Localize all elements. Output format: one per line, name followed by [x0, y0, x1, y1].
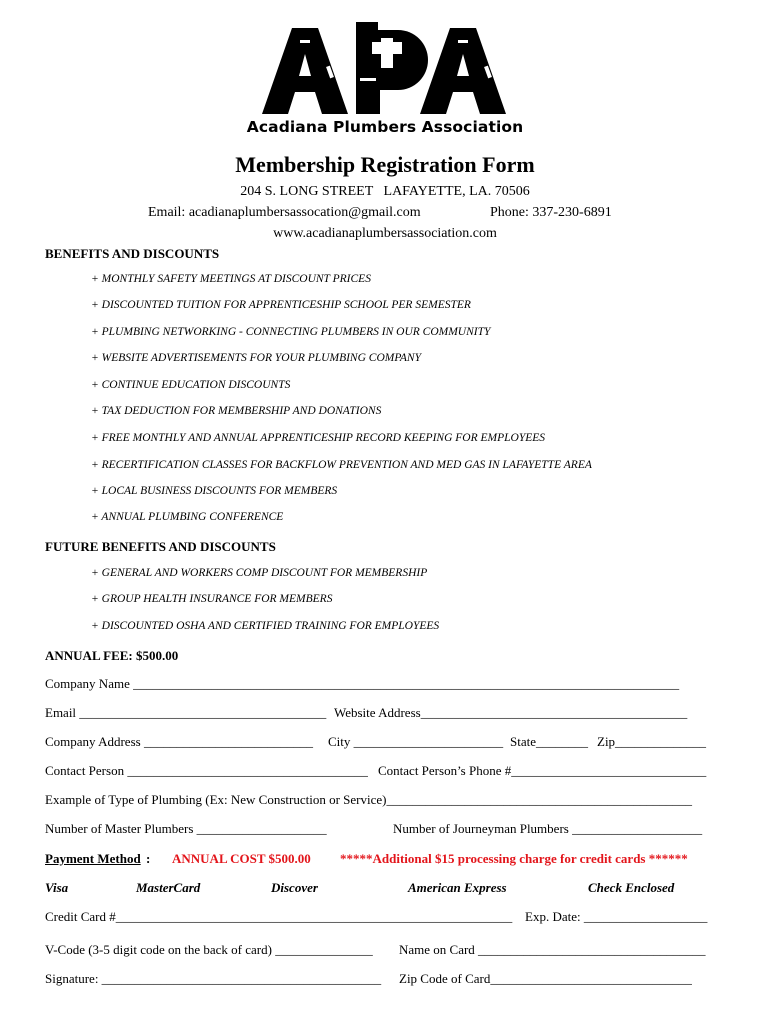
annual-cost: ANNUAL COST $500.00 [172, 851, 311, 866]
processing-charge-note: *****Additional $15 processing charge for credit cards ****** [340, 851, 688, 866]
city-field[interactable]: City _______________________ [328, 734, 504, 749]
check-enclosed-option[interactable]: Check Enclosed [588, 880, 675, 895]
email-contact: Email: acadianaplumbersassocation@gmail.com [148, 205, 421, 220]
plumbing-type-field[interactable]: Example of Type of Plumbing (Ex: New Construction or Service)_______________________________________________ [45, 792, 692, 807]
payment-method-colon: : [146, 851, 151, 866]
benefit-item: + WEBSITE ADVERTISEMENTS FOR YOUR PLUMBING COMPANY [91, 352, 421, 364]
page-title: Membership Registration Form [235, 152, 535, 177]
zip-field[interactable]: Zip______________ [597, 734, 707, 749]
master-plumbers-field[interactable]: Number of Master Plumbers ____________________ [45, 821, 327, 836]
apa-logo-graphic [260, 18, 510, 118]
phone-contact: Phone: 337-230-6891 [490, 205, 612, 220]
benefit-item: + PLUMBING NETWORKING - CONNECTING PLUMBERS IN OUR COMMUNITY [91, 326, 491, 338]
benefit-item: + FREE MONTHLY AND ANNUAL APPRENTICESHIP RECORD KEEPING FOR EMPLOYEES [91, 432, 546, 444]
benefit-item: + RECERTIFICATION CLASSES FOR BACKFLOW PREVENTION AND MED GAS IN LAFAYETTE AREA [91, 459, 592, 471]
visa-option[interactable]: Visa [45, 880, 69, 895]
org-name: Acadiana Plumbers Association [246, 118, 524, 136]
exp-date-field[interactable]: Exp. Date: ___________________ [525, 909, 708, 924]
future-benefits-heading: FUTURE BENEFITS AND DISCOUNTS [45, 539, 276, 554]
apa-logo [0, 18, 770, 123]
zip-on-card-field[interactable]: Zip Code of Card_______________________________ [399, 971, 692, 986]
contact-phone-field[interactable]: Contact Person’s Phone #______________________________ [378, 763, 707, 778]
benefit-item: + TAX DEDUCTION FOR MEMBERSHIP AND DONATIONS [91, 405, 382, 417]
benefits-heading: BENEFITS AND DISCOUNTS [45, 246, 220, 261]
contact-person-field[interactable]: Contact Person _____________________________________ [45, 763, 368, 778]
company-name-field[interactable]: Company Name ____________________________________________________________________________________ [45, 676, 680, 691]
name-on-card-field[interactable]: Name on Card ___________________________________ [399, 942, 706, 957]
address: 204 S. LONG STREET LAFAYETTE, LA. 70506 [240, 184, 530, 199]
benefit-item: + LOCAL BUSINESS DISCOUNTS FOR MEMBERS [91, 485, 338, 497]
american-express-option[interactable]: American Express [408, 880, 507, 895]
website-link[interactable]: www.acadianaplumbersassociation.com [273, 226, 497, 241]
benefit-item: + ANNUAL PLUMBING CONFERENCE [91, 511, 284, 523]
payment-method-label: Payment Method [45, 851, 141, 866]
future-benefit-item: + GROUP HEALTH INSURANCE FOR MEMBERS [91, 593, 333, 605]
benefit-item: + MONTHLY SAFETY MEETINGS AT DISCOUNT PRICES [91, 273, 371, 285]
mastercard-option[interactable]: MasterCard [136, 880, 201, 895]
vcode-field[interactable]: V-Code (3-5 digit code on the back of card) _______________ [45, 942, 373, 957]
company-address-field[interactable]: Company Address __________________________ [45, 734, 313, 749]
future-benefit-item: + DISCOUNTED OSHA AND CERTIFIED TRAINING FOR EMPLOYEES [91, 620, 440, 632]
annual-fee: ANNUAL FEE: $500.00 [45, 648, 179, 663]
benefit-item: + CONTINUE EDUCATION DISCOUNTS [91, 379, 291, 391]
email-field[interactable]: Email ______________________________________ [45, 705, 327, 720]
discover-option[interactable]: Discover [271, 880, 318, 895]
website-field[interactable]: Website Address_________________________________________ [334, 705, 688, 720]
state-field[interactable]: State________ [510, 734, 588, 749]
credit-card-field[interactable]: Credit Card #_____________________________________________________________ [45, 909, 513, 924]
journeyman-plumbers-field[interactable]: Number of Journeyman Plumbers ____________________ [393, 821, 703, 836]
benefit-item: + DISCOUNTED TUITION FOR APPRENTICESHIP SCHOOL PER SEMESTER [91, 299, 471, 311]
future-benefit-item: + GENERAL AND WORKERS COMP DISCOUNT FOR MEMBERSHIP [91, 567, 428, 579]
signature-field[interactable]: Signature: ___________________________________________ [45, 971, 382, 986]
